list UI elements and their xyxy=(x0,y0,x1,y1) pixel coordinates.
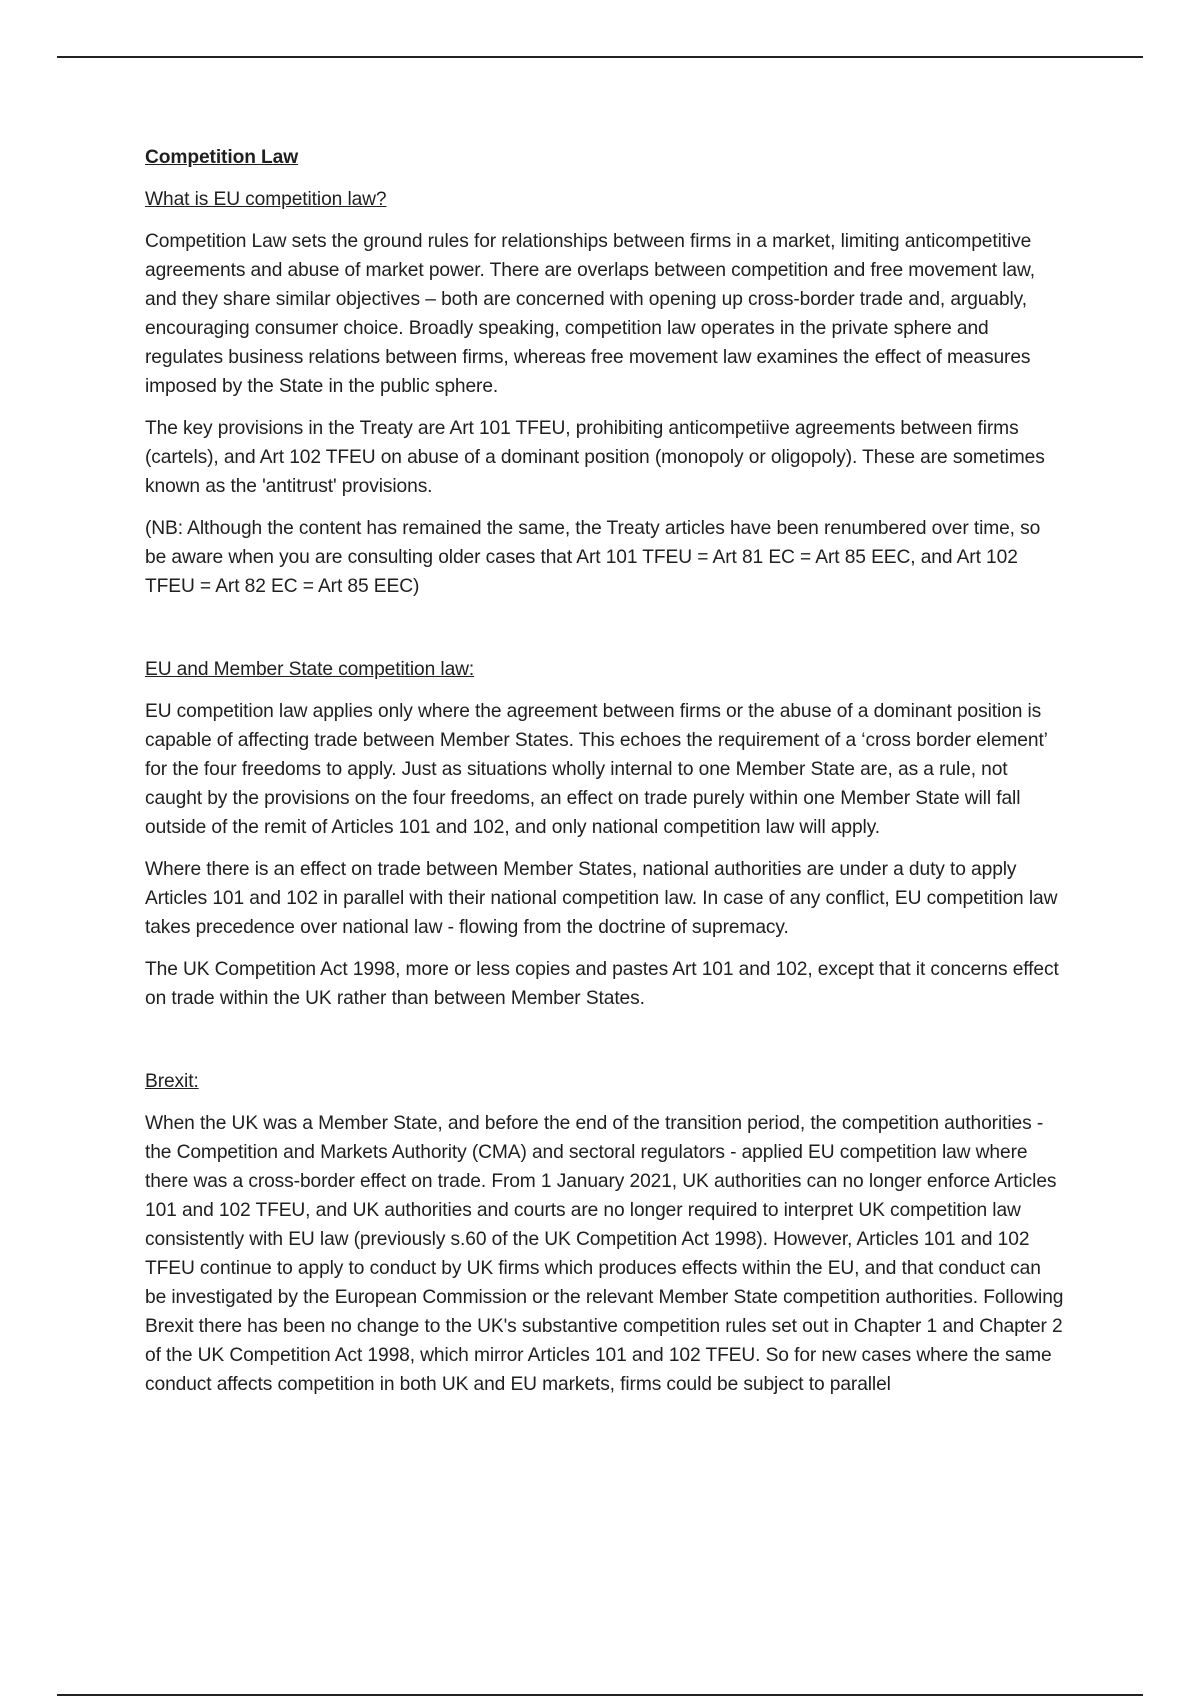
section-brexit xyxy=(145,1067,1065,1399)
paragraph: When the UK was a Member State, and before the end of the transition period, the competition authorities - the Competition and Markets Authority (CMA) and sectoral regulators - applied EU competition law where there was a cross-border effect on trade. From 1 January 2021, UK authorities can no longer enforce Articles 101 and 102 TFEU, and UK authorities and courts are no longer required to interpret UK competition law consistently with EU law (previously s.60 of the UK Competition Act 1998). However, Articles 101 and 102 TFEU continue to apply to conduct by UK firms which produces effects within the EU, and that conduct can be investigated by the European Commission or the relevant Member State competition authorities. Following Brexit there has been no change to the UK's substantive competition rules set out in Chapter 1 and Chapter 2 of the UK Competition Act 1998, which mirror Articles 101 and 102 TFEU. So for new cases where the same conduct affects competition in both UK and EU markets, firms could be subject to parallel xyxy=(145,1113,1064,1395)
paragraph: Competition Law sets the ground rules for relationships between firms in a market, limiting anticompetitive agreements and abuse of market power. There are overlaps between competition and free movement law, and they share similar objectives – both are concerned with opening up cross-border trade and, arguably, encouraging consumer choice. Broadly speaking, competition law operates in the private sphere and regulates business relations between firms, whereas free movement law examines the effect of measures imposed by the State in the public sphere. xyxy=(145,231,1035,397)
paragraph: The key provisions in the Treaty are Art 101 TFEU, prohibiting anticompetiive agreements between firms (cartels), and Art 102 TFEU on abuse of a dominant position (monopoly or oligopoly). These are sometimes known as the 'antitrust' provisions. xyxy=(145,418,1045,497)
paragraph: (NB: Although the content has remained the same, the Treaty articles have been renumbered over time, so be aware when you are consulting older cases that Art 101 TFEU = Art 81 EC = Art 85 EEC, and Art 102 TFEU = Art 82 EC = Art 85 EEC) xyxy=(145,518,1041,597)
section-heading: EU and Member State competition law: xyxy=(145,659,475,680)
header-rule xyxy=(57,56,1143,58)
section-heading: What is EU competition law? xyxy=(145,189,387,210)
section-heading: Brexit: xyxy=(145,1071,199,1092)
document-title: Competition Law xyxy=(145,147,299,168)
section-what-is-eu-competition-law xyxy=(145,185,1065,601)
document-body xyxy=(145,143,1065,1412)
paragraph: Where there is an effect on trade between Member States, national authorities are under a duty to apply Articles 101 and 102 in parallel with their national competition law. In case of any conflict, EU competition law takes precedence over national law - flowing from the doctrine of supremacy. xyxy=(145,859,1058,938)
paragraph: EU competition law applies only where the agreement between firms or the abuse of a dominant position is capable of affecting trade between Member States. This echoes the requirement of a ‘cross border element’ for the four freedoms to apply. Just as situations wholly internal to one Member State are, as a rule, not caught by the provisions on the four freedoms, an effect on trade purely within one Member State will fall outside of the remit of Articles 101 and 102, and only national competition law will apply. xyxy=(145,701,1048,838)
section-eu-and-member-state xyxy=(145,655,1065,1013)
paragraph: The UK Competition Act 1998, more or less copies and pastes Art 101 and 102, except that it concerns effect on trade within the UK rather than between Member States. xyxy=(145,959,1059,1009)
footer-rule xyxy=(57,1694,1143,1696)
